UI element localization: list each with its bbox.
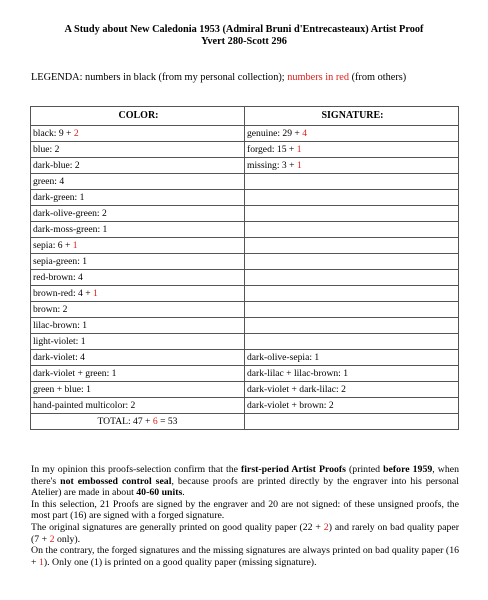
table-row <box>31 142 459 158</box>
color-cell <box>31 206 245 222</box>
table-row <box>31 126 459 142</box>
table-row <box>31 158 459 174</box>
table-row <box>31 222 459 238</box>
paragraph-4 <box>31 545 459 568</box>
total-part: 6 <box>152 415 158 427</box>
paragraph-3 <box>31 522 459 545</box>
color-cell-text: hand-painted multicolor: 2 <box>33 399 136 411</box>
signature-cell <box>245 222 459 238</box>
signature-cell-text: dark-lilac + lilac-brown: 1 <box>247 367 349 379</box>
p1-text-c: , when there's <box>31 464 459 487</box>
paragraph-1 <box>31 464 459 499</box>
signature-cell <box>245 350 459 366</box>
signature-cell-text: forged: 15 + <box>247 143 297 155</box>
table-row <box>31 398 459 414</box>
conclusion-text <box>31 464 459 568</box>
signature-cell <box>245 158 459 174</box>
color-cell-text: blue: 2 <box>33 143 60 155</box>
color-cell <box>31 254 245 270</box>
total-empty-cell <box>245 414 459 430</box>
color-cell-text: green + blue: 1 <box>33 383 91 395</box>
table-row <box>31 270 459 286</box>
color-cell-text: brown-red: 4 + <box>33 287 94 299</box>
signature-cell-text: dark-olive-sepia: 1 <box>247 351 320 363</box>
signature-cell <box>245 286 459 302</box>
table-row <box>31 382 459 398</box>
signature-cell <box>245 366 459 382</box>
color-cell <box>31 270 245 286</box>
p3-text-b: ) and rarely on bad quality paper (7 + <box>31 521 459 545</box>
signature-cell <box>245 318 459 334</box>
color-cell <box>31 238 245 254</box>
p1-bold-a: first-period Artist Proofs <box>241 464 346 475</box>
color-cell-text: dark-violet: 4 <box>33 351 85 363</box>
color-cell-text: sepia-green: 1 <box>33 255 88 267</box>
table-row <box>31 190 459 206</box>
color-cell <box>31 190 245 206</box>
signature-column-header: SIGNATURE: <box>245 107 459 126</box>
color-cell <box>31 350 245 366</box>
table-row <box>31 206 459 222</box>
signature-cell <box>245 238 459 254</box>
color-cell-text: red-brown: 4 <box>33 271 83 283</box>
p4-red: 1 <box>38 556 44 568</box>
table-row <box>31 302 459 318</box>
color-cell <box>31 334 245 350</box>
p3-red-b: 2 <box>49 533 55 545</box>
p3-text-a: The original signatures are generally printed on good quality paper (22 + <box>31 521 324 533</box>
p1-text-d: , because proofs are printed directly by the engraver into his personal Atelier) are made in about <box>31 475 460 499</box>
p1-bold-d: 40-60 units <box>136 487 183 499</box>
color-cell <box>31 382 245 398</box>
table-row <box>31 366 459 382</box>
signature-cell-red-value: 4 <box>302 127 308 139</box>
color-cell <box>31 222 245 238</box>
color-cell <box>31 286 245 302</box>
color-cell-text: dark-moss-green: 1 <box>33 223 108 235</box>
legend-prefix: LEGENDA: numbers in black (from my personal collection); <box>31 72 288 83</box>
signature-cell <box>245 334 459 350</box>
p3-red-a: 2 <box>323 521 329 533</box>
signature-cell <box>245 382 459 398</box>
color-cell-red-value: 2 <box>73 127 79 139</box>
table-body <box>31 126 459 430</box>
p4-text-a: On the contrary, the forged signatures and the missing signatures are always printed on bad quality paper (16 + <box>31 545 459 568</box>
color-cell-text: lilac-brown: 1 <box>33 319 88 331</box>
table-row <box>31 334 459 350</box>
table-header-row <box>31 107 459 126</box>
color-cell <box>31 366 245 382</box>
color-cell-text: brown: 2 <box>33 303 68 315</box>
p4-text-b: ). Only one (1) is printed on a good quality paper (missing signature). <box>43 556 317 568</box>
signature-cell <box>245 270 459 286</box>
proofs-table <box>30 106 459 430</box>
legend-line <box>31 72 406 83</box>
color-cell <box>31 126 245 142</box>
color-cell-text: dark-green: 1 <box>33 191 85 203</box>
signature-cell-text: dark-violet + dark-lilac: 2 <box>247 383 346 395</box>
table-row <box>31 238 459 254</box>
total-part: TOTAL: 47 + <box>97 415 153 427</box>
p1-text-a: In my opinion this proofs-selection confirm that the <box>31 464 242 475</box>
signature-cell <box>245 398 459 414</box>
signature-cell-text: dark-violet + brown: 2 <box>247 399 334 411</box>
total-part: = 53 <box>157 415 178 427</box>
color-cell-text: green: 4 <box>33 175 65 187</box>
table-row <box>31 318 459 334</box>
color-cell-text: sepia: 6 + <box>33 239 73 251</box>
color-column-header: COLOR: <box>31 107 245 126</box>
legend-suffix: (from others) <box>349 72 407 83</box>
color-cell <box>31 142 245 158</box>
color-cell <box>31 174 245 190</box>
signature-cell <box>245 206 459 222</box>
p1-bold-c: not embossed control seal <box>60 475 172 487</box>
color-cell <box>31 318 245 334</box>
total-cell <box>31 414 245 430</box>
color-cell-text: dark-blue: 2 <box>33 159 80 171</box>
signature-cell <box>245 126 459 142</box>
signature-cell <box>245 302 459 318</box>
p1-text-b: (printed <box>345 464 384 475</box>
table-row <box>31 254 459 270</box>
signature-cell <box>245 254 459 270</box>
color-cell <box>31 158 245 174</box>
total-row <box>31 414 459 430</box>
page-subtitle: Yvert 280-Scott 296 <box>201 36 287 47</box>
p3-text-c: only). <box>54 533 81 545</box>
table-row <box>31 350 459 366</box>
color-cell-red-value: 1 <box>93 287 98 299</box>
p1-bold-b: before 1959 <box>383 464 433 475</box>
color-cell-text: black: 9 + <box>33 127 74 139</box>
page-title: A Study about New Caledonia 1953 (Admiral Bruni d'Entrecasteaux) Artist Proof <box>64 24 424 35</box>
signature-cell-red-value: 1 <box>296 159 302 171</box>
table-row <box>31 286 459 302</box>
color-cell <box>31 398 245 414</box>
paragraph-2: In this selection, 21 Proofs are signed by the engraver and 20 are not signed: of these unsigned proofs, the most part (16) are signed with a forged signature. <box>31 498 459 522</box>
legend-red-text: numbers in red <box>287 72 349 83</box>
color-cell-text: light-violet: 1 <box>33 335 86 347</box>
color-cell-text: dark-violet + green: 1 <box>33 367 117 379</box>
signature-cell <box>245 190 459 206</box>
signature-cell <box>245 142 459 158</box>
signature-cell-text: missing: 3 + <box>247 159 297 171</box>
signature-cell-red-value: 1 <box>296 143 302 155</box>
p1-text-e: . <box>182 487 185 499</box>
signature-cell-text: genuine: 29 + <box>247 127 303 139</box>
table-row <box>31 174 459 190</box>
color-cell <box>31 302 245 318</box>
color-cell-text: dark-olive-green: 2 <box>33 207 107 219</box>
signature-cell <box>245 174 459 190</box>
color-cell-red-value: 1 <box>72 239 78 251</box>
